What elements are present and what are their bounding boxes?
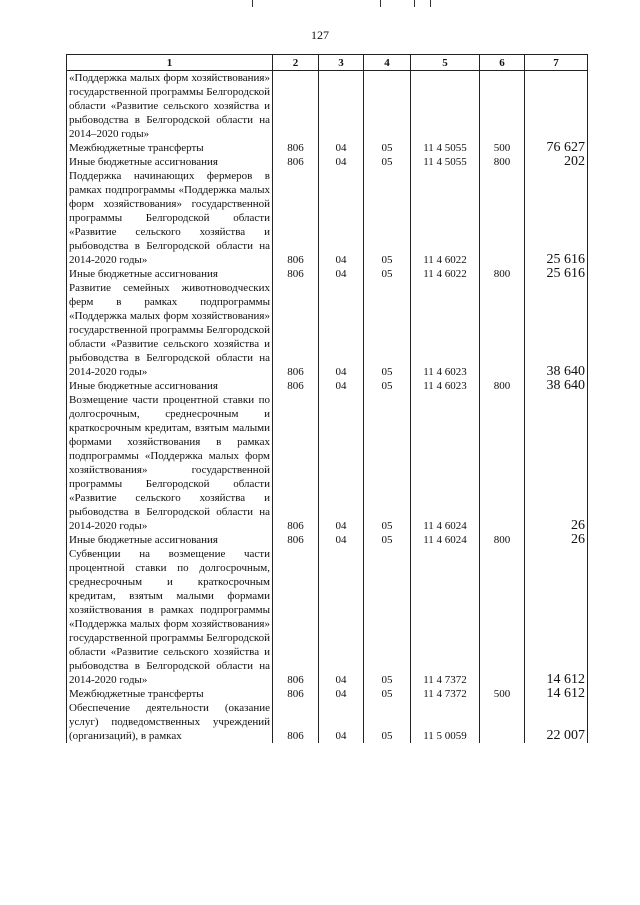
row-grbs-code: 806 bbox=[273, 533, 319, 547]
scan-top-edge bbox=[0, 0, 640, 8]
row-expense-type-code: 800 bbox=[480, 267, 525, 281]
row-grbs-code: 806 bbox=[273, 281, 319, 379]
row-expense-type-code bbox=[480, 547, 525, 687]
row-expense-type-code: 800 bbox=[480, 533, 525, 547]
row-description: «Поддержка малых форм хозяйствования» государственной программы Белгородской области «Развитие сельского хозяйства и рыбоводства в Белгородской области на 2014–2020 годы» bbox=[67, 71, 273, 142]
row-section-code: 04 bbox=[319, 267, 364, 281]
row-expense-type-code: 800 bbox=[480, 379, 525, 393]
table-row bbox=[67, 141, 588, 155]
row-grbs-code: 806 bbox=[273, 393, 319, 533]
row-grbs-code: 806 bbox=[273, 267, 319, 281]
row-description: Возмещение части процентной ставки по долгосрочным, среднесрочным и краткосрочным кредитам, взятым малыми формами хозяйствования в рамках подпрограммы «Поддержка малых форм хозяйствования» государственной программы Белгородской области «Развитие сельского хозяйства и рыбоводства в Белгородской области на 2014-2020 годы» bbox=[67, 393, 273, 533]
row-amount: 14 612 bbox=[525, 687, 588, 701]
row-section-code: 04 bbox=[319, 687, 364, 701]
table-row bbox=[67, 155, 588, 169]
column-header: 2 bbox=[273, 55, 319, 71]
row-target-article-code: 11 4 7372 bbox=[411, 687, 480, 701]
row-target-article-code: 11 4 5055 bbox=[411, 155, 480, 169]
column-header: 6 bbox=[480, 55, 525, 71]
table-header-row bbox=[67, 55, 588, 71]
budget-table bbox=[66, 54, 588, 743]
row-description: Субвенции на возмещение части процентной ставки по долгосрочным, среднесрочным и краткосрочным кредитам, взятым малыми формами хозяйствования в рамках подпрограммы «Поддержка малых форм хозяйствования» государственной программы Белгородской области «Развитие сельского хозяйства и рыбоводства в Белгородской области на 2014-2020 годы» bbox=[67, 547, 273, 687]
row-amount: 202 bbox=[525, 155, 588, 169]
row-subsection-code: 05 bbox=[364, 533, 411, 547]
row-description: Иные бюджетные ассигнования bbox=[67, 267, 273, 281]
row-amount bbox=[525, 71, 588, 142]
row-amount: 26 bbox=[525, 393, 588, 533]
row-target-article-code bbox=[411, 71, 480, 142]
column-header: 1 bbox=[67, 55, 273, 71]
table-row bbox=[67, 379, 588, 393]
row-target-article-code: 11 5 0059 bbox=[411, 701, 480, 743]
row-section-code: 04 bbox=[319, 393, 364, 533]
row-description: Иные бюджетные ассигнования bbox=[67, 533, 273, 547]
table-row bbox=[67, 71, 588, 142]
row-subsection-code: 05 bbox=[364, 547, 411, 687]
scan-mark bbox=[252, 0, 253, 7]
row-section-code: 04 bbox=[319, 533, 364, 547]
row-section-code: 04 bbox=[319, 379, 364, 393]
row-target-article-code: 11 4 6024 bbox=[411, 533, 480, 547]
table-row bbox=[67, 267, 588, 281]
row-amount: 76 627 bbox=[525, 141, 588, 155]
row-expense-type-code: 500 bbox=[480, 141, 525, 155]
row-subsection-code: 05 bbox=[364, 379, 411, 393]
row-description: Межбюджетные трансферты bbox=[67, 687, 273, 701]
row-section-code: 04 bbox=[319, 169, 364, 267]
table-row bbox=[67, 701, 588, 743]
table-row bbox=[67, 687, 588, 701]
row-expense-type-code bbox=[480, 281, 525, 379]
row-target-article-code: 11 4 7372 bbox=[411, 547, 480, 687]
row-subsection-code: 05 bbox=[364, 281, 411, 379]
table-row bbox=[67, 281, 588, 379]
scan-mark bbox=[414, 0, 415, 7]
page-number: 127 bbox=[311, 28, 329, 42]
row-target-article-code: 11 4 6024 bbox=[411, 393, 480, 533]
row-amount: 14 612 bbox=[525, 547, 588, 687]
row-target-article-code: 11 4 6023 bbox=[411, 281, 480, 379]
row-section-code: 04 bbox=[319, 701, 364, 743]
column-header: 7 bbox=[525, 55, 588, 71]
row-subsection-code: 05 bbox=[364, 155, 411, 169]
row-description: Обеспечение деятельности (оказание услуг) подведомственных учреждений (организаций), в рамках bbox=[67, 701, 273, 743]
row-expense-type-code: 800 bbox=[480, 155, 525, 169]
row-grbs-code: 806 bbox=[273, 155, 319, 169]
scan-mark bbox=[430, 0, 431, 7]
row-amount: 22 007 bbox=[525, 701, 588, 743]
row-subsection-code: 05 bbox=[364, 701, 411, 743]
row-expense-type-code bbox=[480, 169, 525, 267]
row-grbs-code: 806 bbox=[273, 379, 319, 393]
row-target-article-code: 11 4 6022 bbox=[411, 169, 480, 267]
table-row bbox=[67, 533, 588, 547]
row-expense-type-code: 500 bbox=[480, 687, 525, 701]
column-header: 3 bbox=[319, 55, 364, 71]
column-header: 4 bbox=[364, 55, 411, 71]
row-target-article-code: 11 4 6022 bbox=[411, 267, 480, 281]
table-row bbox=[67, 169, 588, 267]
row-subsection-code: 05 bbox=[364, 169, 411, 267]
table-row bbox=[67, 393, 588, 533]
row-subsection-code bbox=[364, 71, 411, 142]
row-grbs-code: 806 bbox=[273, 169, 319, 267]
row-section-code: 04 bbox=[319, 281, 364, 379]
row-section-code: 04 bbox=[319, 155, 364, 169]
row-amount: 38 640 bbox=[525, 379, 588, 393]
row-section-code: 04 bbox=[319, 547, 364, 687]
row-amount: 25 616 bbox=[525, 169, 588, 267]
row-grbs-code: 806 bbox=[273, 547, 319, 687]
row-subsection-code: 05 bbox=[364, 393, 411, 533]
row-expense-type-code bbox=[480, 71, 525, 142]
row-description: Поддержка начинающих фермеров в рамках подпрограммы «Поддержка малых форм хозяйствования» государственной программы Белгородской области «Развитие сельского хозяйства и рыбоводства в Белгородской области на 2014-2020 годы» bbox=[67, 169, 273, 267]
row-grbs-code bbox=[273, 71, 319, 142]
row-amount: 38 640 bbox=[525, 281, 588, 379]
row-expense-type-code bbox=[480, 393, 525, 533]
row-amount: 26 bbox=[525, 533, 588, 547]
row-section-code: 04 bbox=[319, 141, 364, 155]
row-description: Иные бюджетные ассигнования bbox=[67, 155, 273, 169]
column-header: 5 bbox=[411, 55, 480, 71]
row-description: Иные бюджетные ассигнования bbox=[67, 379, 273, 393]
scan-mark bbox=[380, 0, 381, 7]
table-row bbox=[67, 547, 588, 687]
row-target-article-code: 11 4 5055 bbox=[411, 141, 480, 155]
row-amount: 25 616 bbox=[525, 267, 588, 281]
row-description: Развитие семейных животноводческих ферм в рамках подпрограммы «Поддержка малых форм хозяйствования» государственной программы Белгородской области «Развитие сельского хозяйства и рыбоводства в Белгородской области на 2014-2020 годы» bbox=[67, 281, 273, 379]
row-description: Межбюджетные трансферты bbox=[67, 141, 273, 155]
row-target-article-code: 11 4 6023 bbox=[411, 379, 480, 393]
row-expense-type-code bbox=[480, 701, 525, 743]
row-section-code bbox=[319, 71, 364, 142]
table-body bbox=[67, 71, 588, 744]
row-grbs-code: 806 bbox=[273, 141, 319, 155]
row-grbs-code: 806 bbox=[273, 687, 319, 701]
row-subsection-code: 05 bbox=[364, 687, 411, 701]
row-grbs-code: 806 bbox=[273, 701, 319, 743]
row-subsection-code: 05 bbox=[364, 141, 411, 155]
row-subsection-code: 05 bbox=[364, 267, 411, 281]
